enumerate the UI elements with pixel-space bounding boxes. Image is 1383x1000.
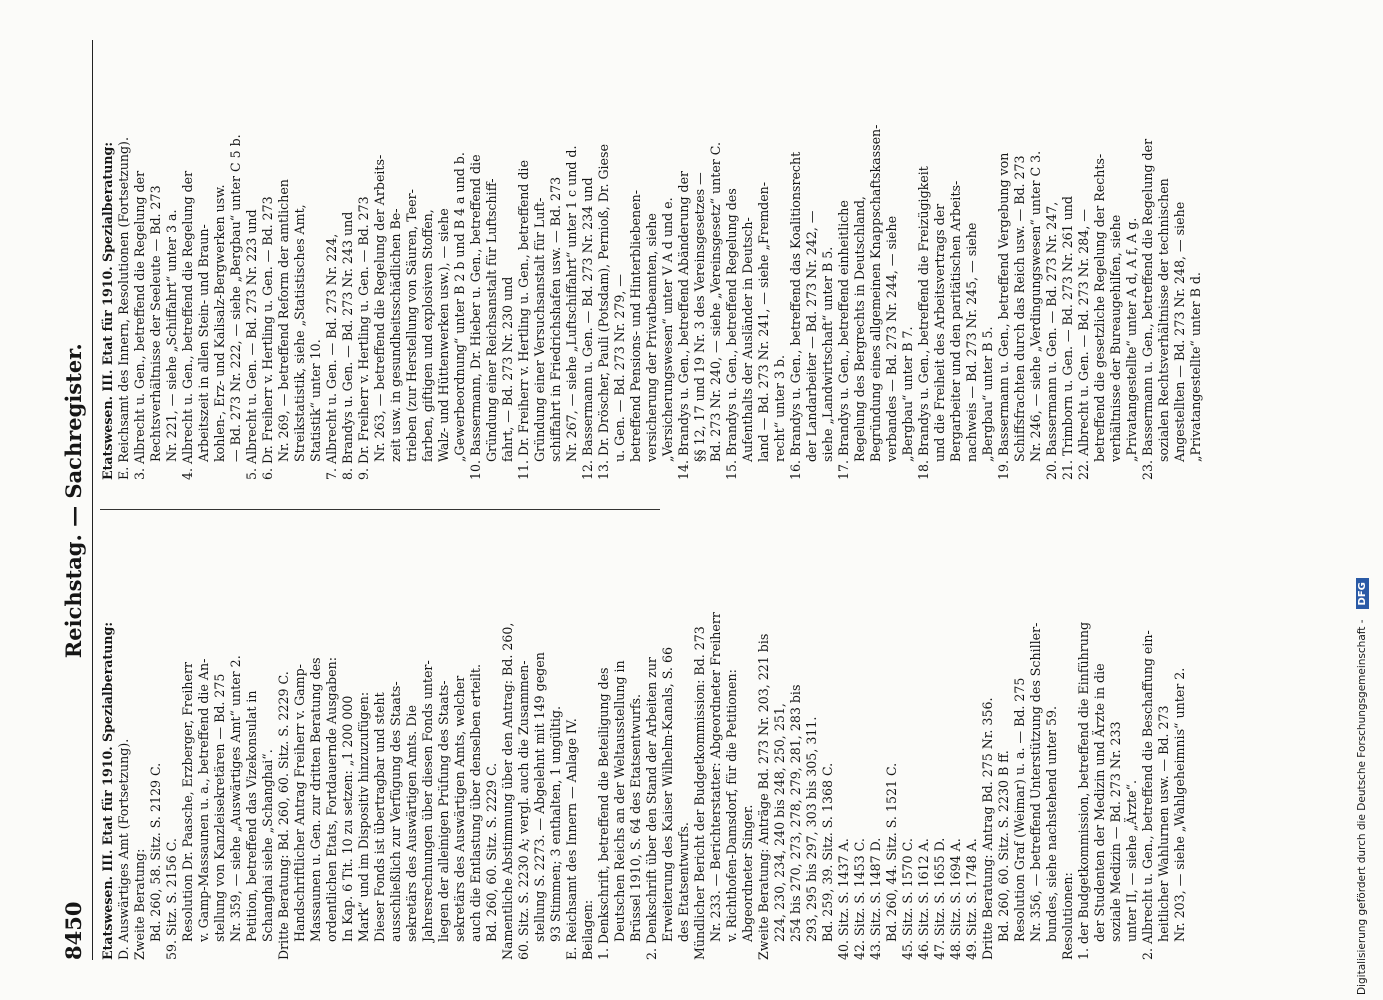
right-column-line: Bergarbeiter und den paritätischen Arbeits-	[948, 180, 963, 462]
right-column-line: versicherung der Privatbeamten, siehe	[644, 213, 659, 462]
left-column-line: Resolution Dr. Paasche, Erzberger, Freiherr	[180, 661, 195, 942]
left-column-line: 46. Sitz. S. 1612 A.	[916, 838, 931, 960]
left-column-line: Brüssel 1910, S. 64 des Etatsentwurfs.	[628, 694, 643, 942]
right-column-line: kohlen-, Erz- und Kalisalz-Bergwerken usw.	[212, 184, 227, 462]
right-column-line: 6. Dr. Freiherr v. Hertling u. Gen. — Bd. 273	[260, 196, 275, 480]
left-column-line: 1. der Budgetkommission, betreffend die Einführung	[1076, 621, 1091, 960]
left-column-line: ausschließlich zur Verfügung des Staats-	[388, 681, 403, 942]
left-column-line: 59. Sitz. S. 2156 C.	[164, 838, 179, 960]
right-column-line: „Gewerbeordnung“ unter B 2 b und B 4 a und b.	[452, 152, 467, 462]
right-column-line: „Versicherungswesen“ unter V A d und e.	[660, 197, 675, 462]
left-column-line: der Studenten der Medizin und Ärzte in die	[1092, 663, 1107, 942]
left-column-line: Nr. 359, — siehe „Auswärtiges Amt“ unter 2.	[228, 655, 243, 942]
left-column-line: v. Gamp-Massaunen u. a., betreffend die An-	[196, 658, 211, 942]
right-column-line: Gründung einer Reichsanstalt für Luftschiff-	[484, 178, 499, 462]
right-column-line: 16. Brandys u. Gen., betreffend das Koalitionsrecht	[788, 151, 803, 480]
right-column-line: — Bd. 273 Nr. 222, — siehe „Bergbau“ unter C 5 b.	[228, 134, 243, 462]
right-column-line: Regelung des Bergrechts in Deutschland,	[852, 196, 867, 462]
right-column-line: 3. Albrecht u. Gen., betreffend die Regelung der	[132, 170, 147, 480]
right-column-line: Begründung eines allgemeinen Knappschaftskassen-	[868, 124, 883, 462]
right-column-line: Statistik“ unter 10.	[308, 339, 323, 462]
left-column-line: Namentliche Abstimmung über den Antrag: Bd. 260,	[500, 622, 515, 960]
left-column-line: Petition, betreffend das Vizekonsulat in	[244, 690, 259, 942]
right-column-line: 9. Dr. Freiherr v. Hertling u. Gen. — Bd. 273	[356, 196, 371, 480]
left-column-line: Bd. 260, 60. Sitz. S. 2230 B ff.	[996, 750, 1011, 942]
left-column-line: Bd. 260, 58. Sitz. S. 2129 C.	[148, 762, 163, 942]
left-column-line: 2. Albrecht u. Gen., betreffend die Beschaffung ein-	[1140, 630, 1155, 960]
left-column-line: Resolution Graf (Weimar) u. a. — Bd. 275	[1012, 677, 1027, 942]
left-column-line: Deutschen Reichs an der Weltausstellung in	[612, 660, 627, 942]
right-column-line: Gründung einer Versuchsanstalt für Luft-	[532, 197, 547, 462]
right-column-line: Nr. 267, — siehe „Luftschiffahrt“ unter 1 c und d.	[564, 145, 579, 462]
left-column-line: Nr. 356, — betreffend Unterstützung des Schiller-	[1028, 622, 1043, 942]
right-column-line: nachweis — Bd. 273 Nr. 245, — siehe	[964, 222, 979, 462]
right-column-line: „Privatangestellte“ unter A d, A f, A g.	[1124, 217, 1139, 462]
left-column-line: bundes, siehe nachstehend unter 59.	[1044, 705, 1059, 942]
left-column-line: 293, 295 bis 297, 303 bis 305, 311.	[804, 716, 819, 942]
right-column-line: betreffend die gesetzliche Regelung der Rechts-	[1092, 153, 1107, 462]
right-column-line: 13. Dr. Dröscher, Pauli (Potsdam), Pernioß, Dr. Giese	[596, 144, 611, 480]
left-column-line: 93 Stimmen; 3 enthalten, 1 ungültig.	[548, 706, 563, 942]
right-column-line: fahrt, — Bd. 273 Nr. 230 und	[500, 276, 515, 462]
right-column-line: trieben (zur Herstellung von Säuren, Teer-	[404, 189, 419, 462]
left-column-line: auch die Entlastung über denselben erteilt.	[468, 664, 483, 942]
right-column-line: schiffahrt in Friedrichshafen usw. — Bd. 273	[548, 176, 563, 462]
right-column-line: Etatswesen. III. Etat für 1910. Spezialberatung:	[100, 142, 115, 480]
right-column-line: „Bergbau“ unter B 7.	[900, 326, 915, 462]
left-column-line: 40. Sitz. S. 1437 A.	[836, 838, 851, 960]
left-column-line: Bd. 259, 39. Sitz. S. 1368 C.	[820, 762, 835, 942]
right-column-line: Nr. 269, — betreffend Reform der amtlichen	[276, 179, 291, 462]
left-column-line: soziale Medizin — Bd. 273 Nr. 233	[1108, 721, 1123, 942]
left-column	[100, 520, 1188, 960]
right-column-line: zeit usw. in gesundheitsschädlichen Be-	[388, 208, 403, 462]
left-column-line: D. Auswärtiges Amt (Fortsetzung).	[116, 738, 131, 960]
right-column-line: betreffend Pensions- und Hinterbliebenen-	[628, 190, 643, 462]
right-column-line: 12. Bassermann u. Gen. — Bd. 273 Nr. 234 und	[580, 177, 595, 480]
right-column-line: und die Freiheit des Arbeitsvertrags der	[932, 203, 947, 462]
left-column-line: Dritte Beratung: Antrag Bd. 275 Nr. 356.	[980, 697, 995, 960]
right-column-line: 4. Albrecht u. Gen., betreffend die Regelung der	[180, 170, 195, 480]
left-column-line: heitlicher Wahlurnen usw. — Bd. 273	[1156, 705, 1171, 942]
right-column-line: Arbeitszeit in allen Stein- und Braun-	[196, 224, 211, 462]
right-column-line: recht“ unter 3 b.	[772, 355, 787, 462]
left-column-line: des Etatsentwurfs.	[676, 822, 691, 942]
left-column-line: unter II, — siehe „Ärzte“.	[1124, 779, 1139, 942]
left-column-line: Zweite Beratung:	[132, 848, 147, 960]
right-column-line: 20. Bassermann u. Gen. — Bd. 273 Nr. 247,	[1044, 201, 1059, 480]
right-column-line: 5. Albrecht u. Gen. — Bd. 273 Nr. 223 und	[244, 209, 259, 480]
right-column-line: Streikstatistik, siehe „Statistisches Amt,	[292, 204, 307, 462]
left-column-line: Schanghai siehe „Schanghai“.	[260, 749, 275, 942]
right-column-line: der Landarbeiter — Bd. 273 Nr. 242, —	[804, 210, 819, 462]
right-column-line: E. Reichsamt des Innern, Resolutionen (Fortsetzung).	[116, 137, 131, 480]
left-column-line: 1. Denkschrift, betreffend die Beteiligung des	[596, 667, 611, 960]
left-column-line: Zweite Beratung: Anträge Bd. 273 Nr. 203, 221 bis	[756, 633, 771, 960]
right-column	[100, 40, 1204, 480]
right-column-line: §§ 12, 17 und 19 Nr. 3 des Vereinsgesetzes —	[692, 172, 707, 462]
right-column-line: 21. Trimborn u. Gen. — Bd. 273 Nr. 261 und	[1060, 196, 1075, 480]
column-divider	[100, 509, 660, 510]
left-column-line: 254 bis 270, 273, 278, 279, 281, 283 bis	[788, 684, 803, 942]
left-column-line: Etatswesen. III. Etat für 1910. Spezialberatung:	[100, 622, 115, 960]
left-column-line: Mark“ und im Dispositiv hinzuzufügen:	[356, 691, 371, 942]
left-column-line: stellung von Kanzleisekretären — Bd. 275	[212, 673, 227, 942]
right-column-line: 10. Bassermann, Dr. Hieber u. Gen., betreffend die	[468, 154, 483, 480]
left-column-line: 42. Sitz. S. 1453 C.	[852, 838, 867, 960]
left-column-line: v. Richthofen-Damsdorf, für die Petitionen:	[724, 669, 739, 942]
right-column-line: Walz- und Hüttenwerken usw.), — siehe	[436, 208, 451, 462]
dfg-logo: DFG	[1356, 578, 1369, 609]
left-column-line: Beilagen:	[580, 899, 595, 960]
left-column-line: Massaunen u. Gen. zur dritten Beratung des	[308, 657, 323, 942]
left-column-line: 49. Sitz. S. 1748 A.	[964, 838, 979, 960]
right-column-line: land — Bd. 273 Nr. 241, — siehe „Fremden-	[756, 181, 771, 462]
left-column-line: Handschriftlicher Antrag Freiherr v. Gamp-	[292, 664, 307, 942]
right-column-line: 17. Brandys u. Gen., betreffend einheitliche	[836, 200, 851, 480]
right-column-line: 22. Albrecht u. Gen. — Bd. 273 Nr. 284, —	[1076, 209, 1091, 480]
right-column-line: Schiffsfrachten durch das Reich usw. — Bd. 273	[1012, 155, 1027, 462]
left-column-line: Bd. 260, 44. Sitz. S. 1521 C.	[884, 762, 899, 942]
right-column-line: 19. Bassermann u. Gen., betreffend Vergebung von	[996, 152, 1011, 480]
right-column-line: „Bergbau“ unter B 5.	[980, 326, 995, 462]
right-column-line: Bd. 273 Nr. 240, — siehe „Vereinsgesetz“ unter C.	[708, 142, 723, 462]
right-column-line: 11. Dr. Freiherr v. Hertling u. Gen., betreffend die	[516, 160, 531, 480]
right-column-line: „Privatangestellte“ unter B d.	[1188, 272, 1203, 462]
right-column-line: farben, giftigen und explosiven Stoffen,	[420, 209, 435, 462]
page-number: 8450	[60, 901, 86, 960]
right-column-line: 8. Brandys u. Gen. — Bd. 273 Nr. 243 und	[340, 211, 355, 480]
right-column-line: 18. Brandys u. Gen., betreffend die Freizügigkeit	[916, 166, 931, 480]
left-column-line: Abgeordneter Singer.	[740, 804, 755, 942]
left-column-line: 2. Denkschrift über den Stand der Arbeiten zur	[644, 657, 659, 960]
left-column-line: Nr. 203, — siehe „Wahlgeheimnis“ unter 2.	[1172, 667, 1187, 942]
left-column-line: Dritte Beratung: Bd. 260, 60. Sitz. S. 2229 C.	[276, 671, 291, 960]
right-column-line: u. Gen. — Bd. 273 Nr. 279, —	[612, 273, 627, 462]
header-rule	[92, 40, 93, 960]
left-column-line: In Kap. 6 Tit. 10 zu setzen: „1 200 000	[340, 695, 355, 942]
right-column-line: 14. Brandys u. Gen., betreffend Abänderung der	[676, 170, 691, 480]
left-column-line: 43. Sitz. S. 1487 D.	[868, 837, 883, 960]
left-column-line: E. Reichsamt des Innern — Anlage IV.	[564, 718, 579, 960]
left-column-line: stellung S. 2273. — Abgelehnt mit 149 gegen	[532, 652, 547, 942]
left-column-line: 224, 230, 234, 240 bis 248, 250, 251,	[772, 703, 787, 942]
left-column-line: 48. Sitz. S. 1694 A.	[948, 838, 963, 960]
right-column-line: sozialen Rechtsverhältnisse der technischen	[1156, 178, 1171, 462]
right-column-line: verbandes — Bd. 273 Nr. 244, — siehe	[884, 215, 899, 462]
left-column-line: Dieser Fonds ist übertragbar und steht	[372, 692, 387, 942]
left-column-line: sekretärs des Auswärtigen Amts, welcher	[452, 675, 467, 942]
right-column-line: 7. Albrecht u. Gen. — Bd. 273 Nr. 224,	[324, 233, 339, 480]
right-column-line: Nr. 221, — siehe „Schiffahrt“ unter 3 a.	[164, 209, 179, 462]
right-column-line: verhältnisse der Bureaugehilfen, siehe	[1108, 214, 1123, 462]
left-column-line: liegen der alleinigen Prüfung des Staats-	[436, 680, 451, 942]
right-column-line: Rechtsverhältnisse der Seeleute — Bd. 273	[148, 185, 163, 462]
right-column-line: 23. Bassermann u. Gen., betreffend die Regelung der	[1140, 138, 1155, 480]
left-column-line: 60. Sitz. S. 2230 A; vergl. auch die Zusammen-	[516, 660, 531, 960]
left-column-line: 47. Sitz. S. 1655 D.	[932, 837, 947, 960]
right-column-line: Nr. 246, — siehe „Verdingungswesen“ unter C 3.	[1028, 150, 1043, 462]
right-column-line: 15. Brandys u. Gen., betreffend Regelung des	[724, 188, 739, 480]
page-title: Reichstag. — Sachregister.	[60, 343, 86, 659]
left-column-line: 45. Sitz. S. 1570 C.	[900, 838, 915, 960]
right-column-line: Nr. 263, — betreffend die Regelung der Arbeits-	[372, 154, 387, 462]
left-column-line: Erweiterung des Kaiser Wilhelm-Kanals, S. 66	[660, 647, 675, 942]
left-column-line: ordentlichen Etats, Fortdauernde Ausgaben:	[324, 657, 339, 942]
left-column-line: Mündlicher Bericht der Budgetkommission: Bd. 273	[692, 626, 707, 960]
right-column-line: Aufenthalts der Ausländer in Deutsch-	[740, 217, 755, 462]
left-column-line: Jahresrechnungen über diesen Fonds unter-	[420, 660, 435, 942]
left-column-line: Resolutionen:	[1060, 872, 1075, 960]
left-column-line: sekretärs des Auswärtigen Amts. Die	[404, 705, 419, 942]
side-margin	[1344, 5, 1380, 995]
page-header	[56, 40, 90, 960]
right-column-line: siehe „Landwirtschaft“ unter B 5.	[820, 246, 835, 462]
digitization-note: Digitalisierung gefördert durch die Deutsche Forschungsgemeinschaft -	[1356, 619, 1368, 995]
left-column-line: Nr. 233. — Berichterstatter: Abgeordneter Freiherr	[708, 612, 723, 942]
right-column-line: Angestellten — Bd. 273 Nr. 248, — siehe	[1172, 201, 1187, 462]
left-column-line: Bd. 260, 60. Sitz. S. 2229 C.	[484, 762, 499, 942]
